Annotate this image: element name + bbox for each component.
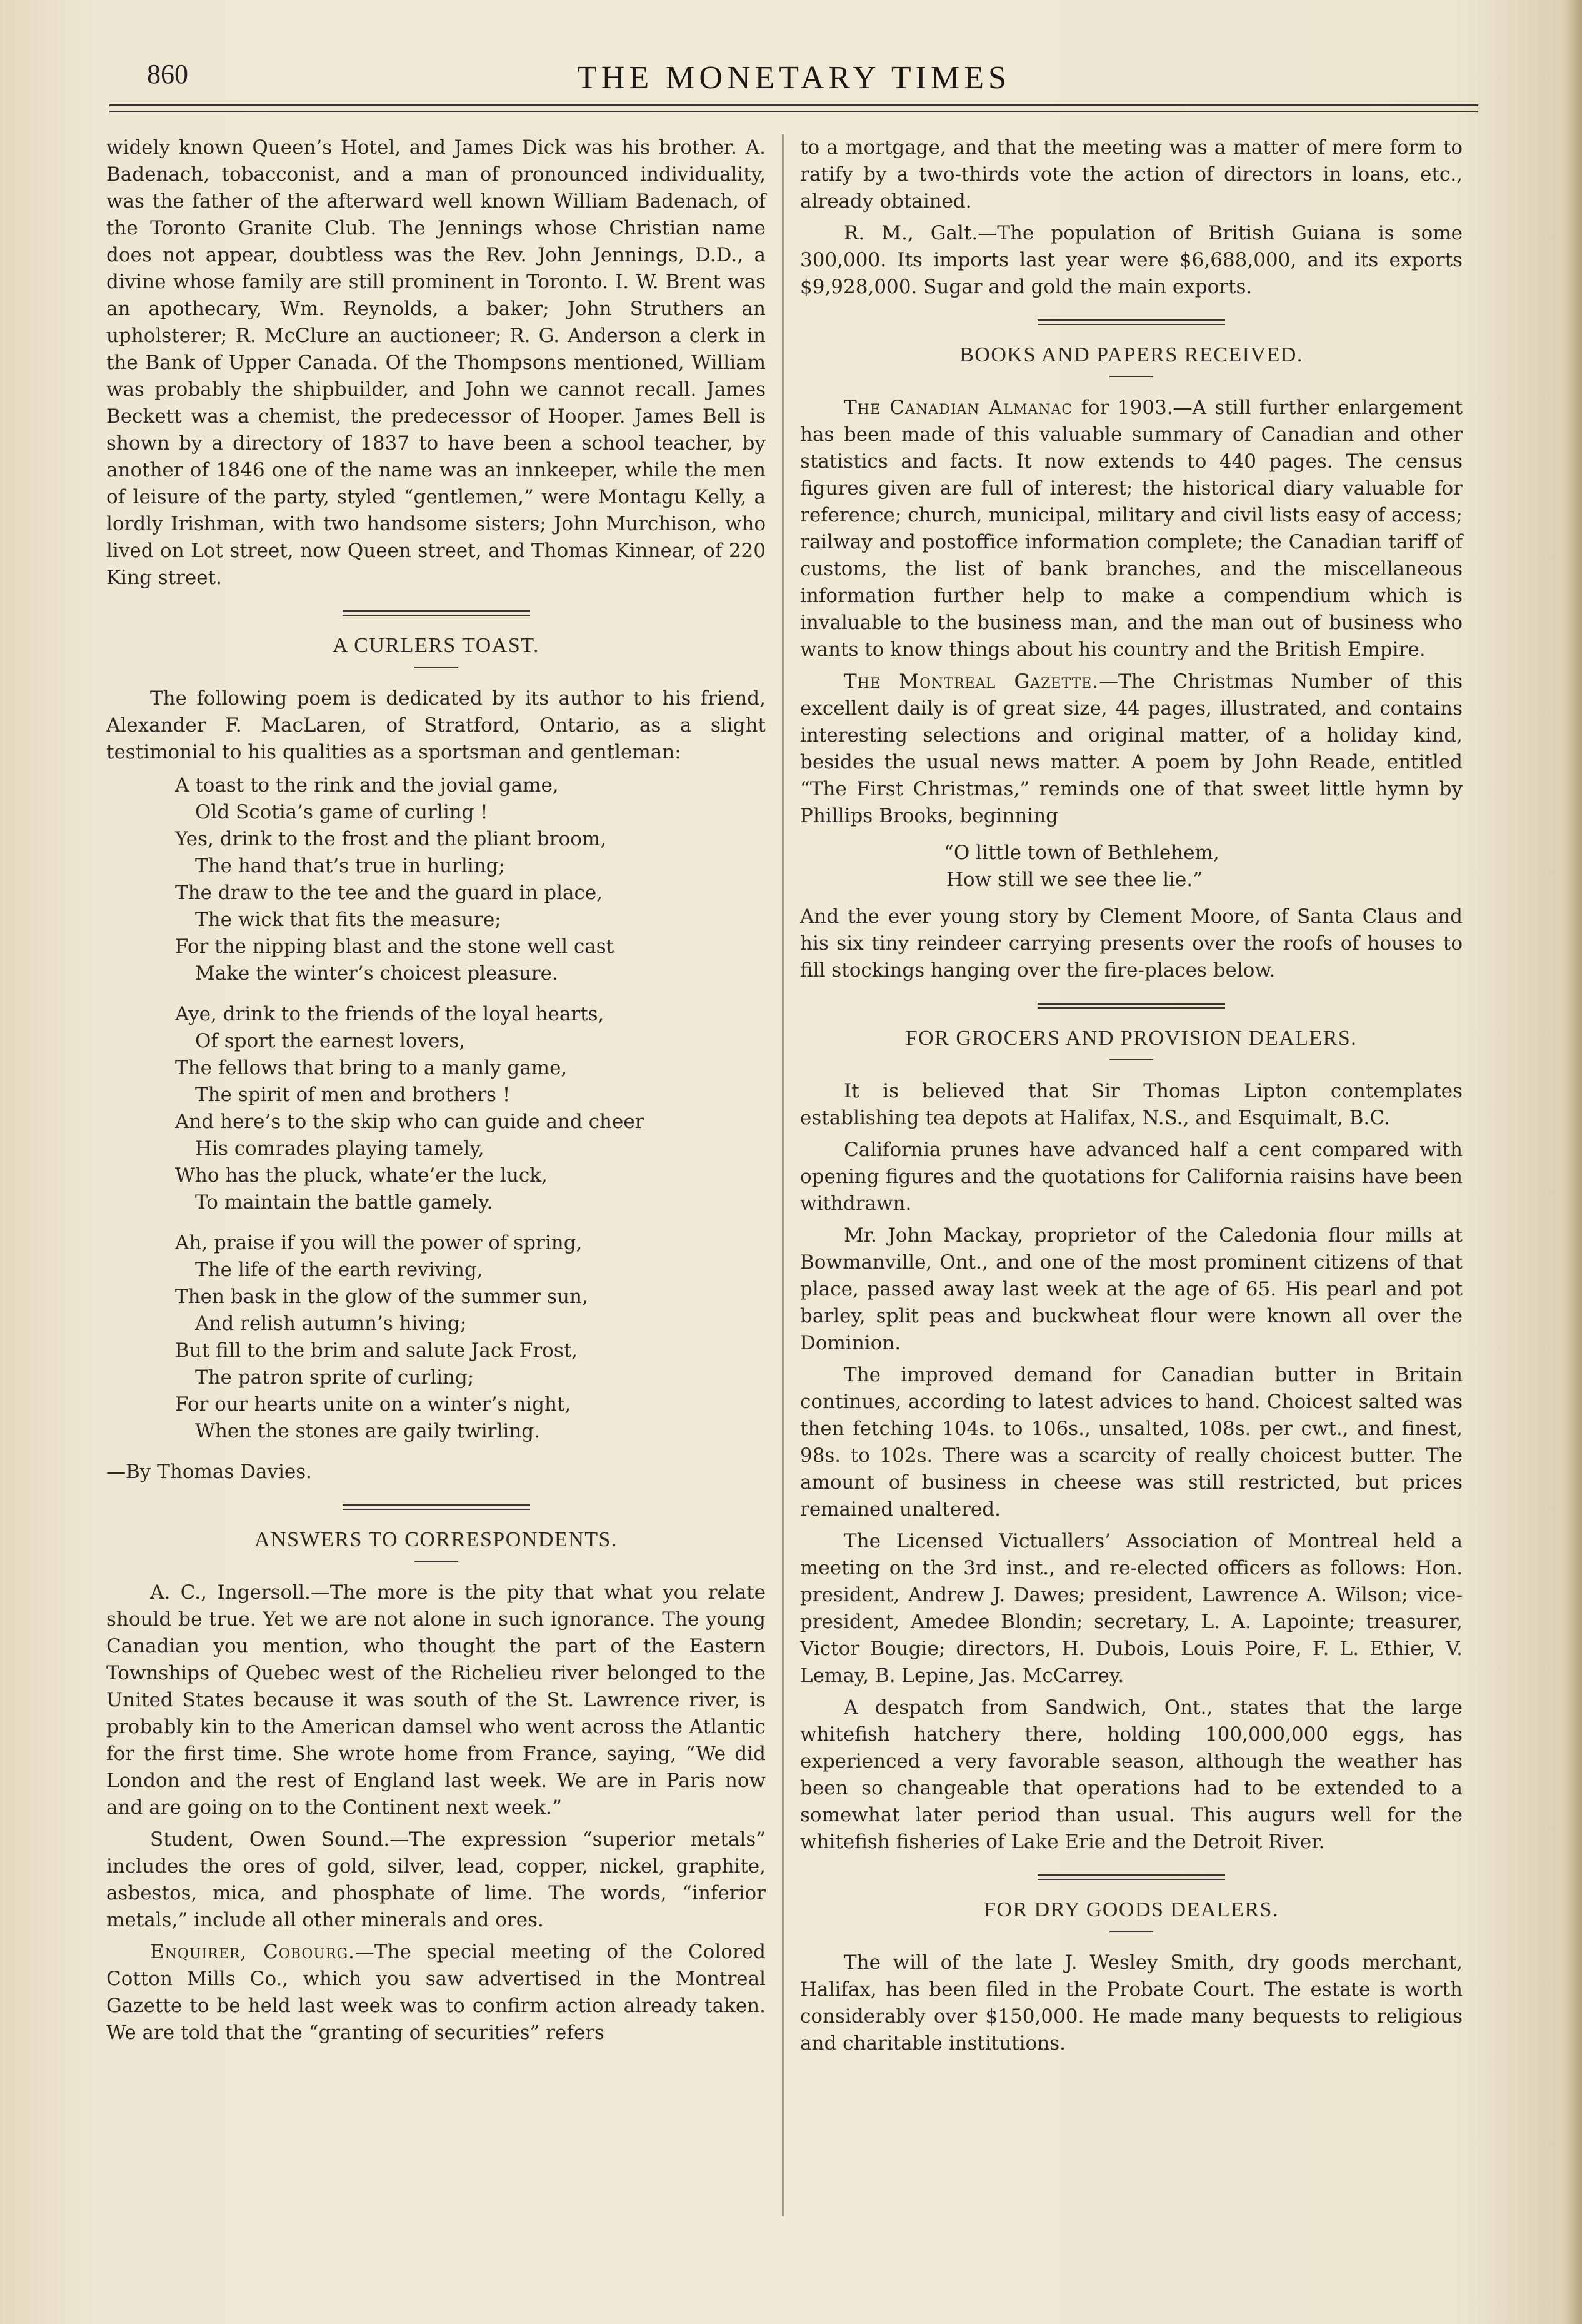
poem-line: Old Scotia’s game of curling ! [195, 801, 488, 823]
poem-line: Make the winter’s choicest pleasure. [195, 962, 558, 985]
section-divider [1038, 1874, 1225, 1880]
almanac-lead: The Canadian Almanac [844, 396, 1073, 419]
header-rule-top [109, 104, 1478, 106]
continued-paragraph-right: to a mortgage, and that the meeting was a matter of mere form to ratify by a two-thirds vote the action of directors in loans, etc., already obtained. [800, 136, 1463, 213]
page-header [109, 53, 1478, 128]
poem-line: Aye, drink to the friends of the loyal hearts, [175, 1003, 604, 1025]
poem-line: Ah, praise if you will the power of spring, [175, 1232, 583, 1254]
poem-line: His comrades playing tamely, [195, 1137, 484, 1160]
poem-stanza-3 [175, 1230, 766, 1445]
poem-stanza-2 [175, 1001, 766, 1216]
dry-goods-item: The will of the late J. Wesley Smith, dry goods merchant, Halifax, has been filed in the Probate Court. The estate is worth considerably over $150,000. He made many bequests to religious and charitable institutions. [800, 1951, 1463, 2055]
grocers-item: It is believed that Sir Thomas Lipton contemplates establishing tea depots at Halifax, N.S., and Esquimalt, B.C. [800, 1080, 1463, 1129]
answer-cobourg-lead: Enquirer, Cobourg. [150, 1941, 355, 1963]
poem-stanza-1 [175, 772, 766, 987]
curlers-toast-title: A CURLERS TOAST. [332, 634, 539, 657]
page-number: 860 [147, 59, 188, 89]
title-underline [414, 667, 458, 668]
title-underline [1109, 1931, 1153, 1932]
curlers-intro: The following poem is dedicated by its author to his friend, Alexander F. MacLaren, of Stratford, Ontario, as a slight testimonial to his qualities as a sportsman and gentleman: [106, 687, 766, 763]
grocers-title: FOR GROCERS AND PROVISION DEALERS. [905, 1027, 1358, 1050]
answer-cobourg [106, 1939, 766, 2046]
poem-line: But fill to the brim and salute Jack Frost, [175, 1339, 578, 1362]
answer-galt: R. M., Galt.—The population of British Guiana is some 300,000. Its imports last year were $6,688,000, and its exports $9,928,000. Sugar and gold the main exports. [800, 222, 1463, 298]
poem-line: When the stones are gaily twirling. [195, 1420, 540, 1442]
grocers-item: The improved demand for Canadian butter in Britain continues, according to latest advices to hand. Choicest salted was then fetching 104s. to 106s., unsalted, 108s. per cwt., and finest, 98s. to 102s. There was a scarcity of really choicest butter. The amount of business in cheese was still restricted, but prices remained unaltered. [800, 1364, 1463, 1521]
quote-line: How still we see thee lie.” [946, 868, 1203, 891]
answers-title: ANSWERS TO CORRESPONDENTS. [254, 1528, 618, 1551]
title-underline [1109, 376, 1153, 377]
poem-line: The draw to the tee and the guard in place, [175, 882, 603, 904]
poem-line: To maintain the battle gamely. [195, 1191, 493, 1214]
poem-line: Who has the pluck, whate’er the luck, [175, 1164, 548, 1187]
poem-line: The fellows that bring to a manly game, [175, 1057, 568, 1079]
quote-line: “O little town of Bethlehem, [944, 842, 1219, 864]
poem-attribution: —By Thomas Davies. [106, 1461, 312, 1483]
answer-owen-sound: Student, Owen Sound.—The expression “superior metals” includes the ores of gold, silver, lead, copper, nickel, graphite, asbestos, mica, and phosphate of lime. The words, “inferior metals,” include all other minerals and ores. [106, 1828, 766, 1931]
grocers-item: A despatch from Sandwich, Ont., states that the large whitefish hatchery there, holding 100,000,000 eggs, has experienced a very favorable season, although the weather has been so changeable that operations had to be extended to a somewhat later period than usual. This augurs well for the whitefish fisheries of Lake Erie and the Detroit River. [800, 1696, 1463, 1853]
masthead-title: THE MONETARY TIMES [577, 60, 1011, 96]
poem-line: The patron sprite of curling; [195, 1366, 474, 1389]
right-column [800, 134, 1463, 2062]
poem-line: The spirit of men and brothers ! [195, 1084, 511, 1106]
section-divider [1038, 1003, 1225, 1009]
gazette-review [800, 668, 1463, 830]
title-underline [1109, 1059, 1153, 1060]
header-rule-bottom [109, 111, 1478, 112]
answer-cobourg-text: —The special meeting of the Colored Cotton Mills Co., which you saw advertised in the Montreal Gazette to be held last week was to confirm action already taken. We are told that the “granting of securities” refers [106, 1941, 766, 2044]
poem-line: And relish autumn’s hiving; [195, 1312, 467, 1335]
left-column [106, 134, 766, 2051]
poem-line: The hand that’s true in hurling; [195, 855, 505, 877]
gazette-text: —The Christmas Number of this excellent daily is of great size, 44 pages, illustrated, and contains interesting selections and original matter, of a holiday kind, besides the usual news matter. A poem by John Reade, entitled “The First Christmas,” reminds one of that sweet little hymn by Phillips Brooks, beginning [800, 670, 1463, 827]
poem-line: The wick that fits the measure; [195, 908, 501, 931]
section-divider [343, 1504, 530, 1510]
hymn-quote [944, 840, 1463, 893]
answer-ingersoll: A. C., Ingersoll.—The more is the pity that what you relate should be true. Yet we are not alone in such ignorance. The young Canadian you mention, who thought the part of the Eastern Townships of Quebec west of the Richelieu river belonged to the United States because it was south of the St. Lawrence river, is probably kin to the American damsel who went across the Atlantic for the first time. She wrote home from France, saying, “We did London and the rest of England last week. We are in Paris now and are going on to the Continent next week.” [106, 1581, 766, 1819]
poem-line: Then bask in the glow of the summer sun, [175, 1285, 588, 1308]
title-underline [414, 1561, 458, 1562]
grocers-item: Mr. John Mackay, proprietor of the Caledonia flour mills at Bowmanville, Ont., and one of the most prominent citizens of that place, passed away last week at the age of 65. His pearl and pot barley, split peas and buckwheat flour were known all over the Dominion. [800, 1224, 1463, 1354]
column-divider [782, 134, 784, 2216]
poem-line: The life of the earth reviving, [195, 1259, 483, 1281]
gazette-after: And the ever young story by Clement Moore, of Santa Claus and his six tiny reindeer carrying presents over the roofs of houses to fill stockings hanging over the fire-places below. [800, 905, 1463, 982]
grocers-item: The Licensed Victuallers’ Association of Montreal held a meeting on the 3rd inst., and re-elected officers as follows: Hon. president, Andrew J. Dawes; president, Lawrence A. Wilson; vice-president, Amedee Blondin; secretary, L. A. Lapointe; treasurer, Victor Bougie; directors, H. Dubois, Louis Poire, F. L. Ethier, V. Lemay, B. Lepine, Jas. McCarrey. [800, 1530, 1463, 1687]
poem-line: A toast to the rink and the jovial game, [175, 774, 559, 797]
page-edge-shadow [1564, 0, 1582, 2324]
gazette-lead: The Montreal Gazette. [844, 670, 1099, 693]
poem-line: For the nipping blast and the stone well cast [175, 935, 614, 958]
continued-paragraph: widely known Queen’s Hotel, and James Dick was his brother. A. Badenach, tobacconist, and a man of pronounced individuality, was the father of the afterward well known William Badenach, of the Toronto Granite Club. The Jennings whose Christian name does not appear, doubtless was the Rev. John Jennings, D.D., a divine whose family are still prominent in Toronto. I. W. Brent was an apothecary, Wm. Reynolds, a baker; John Struthers an upholsterer; R. McClure an auctioneer; R. G. Anderson a clerk in the Bank of Upper Canada. Of the Thompsons mentioned, William was probably the shipbuilder, and John we cannot recall. James Beckett was a chemist, the predecessor of Hooper. James Bell is shown by a directory of 1837 to have been a school teacher, by another of 1846 one of the name was an innkeeper, while the men of leisure of the party, styled “gentlemen,” were Montagu Kelly, a lordly Irishman, with two handsome sisters; John Murchison, who lived on Lot street, now Queen street, and Thomas Kinnear, of 220 King street. [106, 136, 766, 589]
poem-line: And here’s to the skip who can guide and cheer [175, 1110, 644, 1133]
section-divider [343, 610, 530, 616]
almanac-text: for 1903.—A still further enlargement has been made of this valuable summary of Canadian and other statistics and facts. It now extends to 440 pages. The census figures given are full of interest; the historical diary valuable for reference; church, municipal, military and civil lists easy of access; railway and postoffice information complete; the Canadian tariff of customs, the list of bank branches, and the miscellaneous information further help to make a compendium which is invaluable to the business man, and the man out of business who wants to know things about his country and the British Empire. [800, 396, 1463, 661]
poem-line: For our hearts unite on a winter’s night, [175, 1393, 571, 1416]
section-divider [1038, 319, 1225, 325]
dry-goods-title: FOR DRY GOODS DEALERS. [984, 1898, 1279, 1921]
grocers-item: California prunes have advanced half a cent compared with opening figures and the quotations for California raisins have been withdrawn. [800, 1139, 1463, 1215]
almanac-review [800, 395, 1463, 663]
books-title: BOOKS AND PAPERS RECEIVED. [959, 343, 1303, 366]
poem-line: Yes, drink to the frost and the pliant broom, [175, 828, 607, 850]
poem-line: Of sport the earnest lovers, [195, 1030, 466, 1052]
